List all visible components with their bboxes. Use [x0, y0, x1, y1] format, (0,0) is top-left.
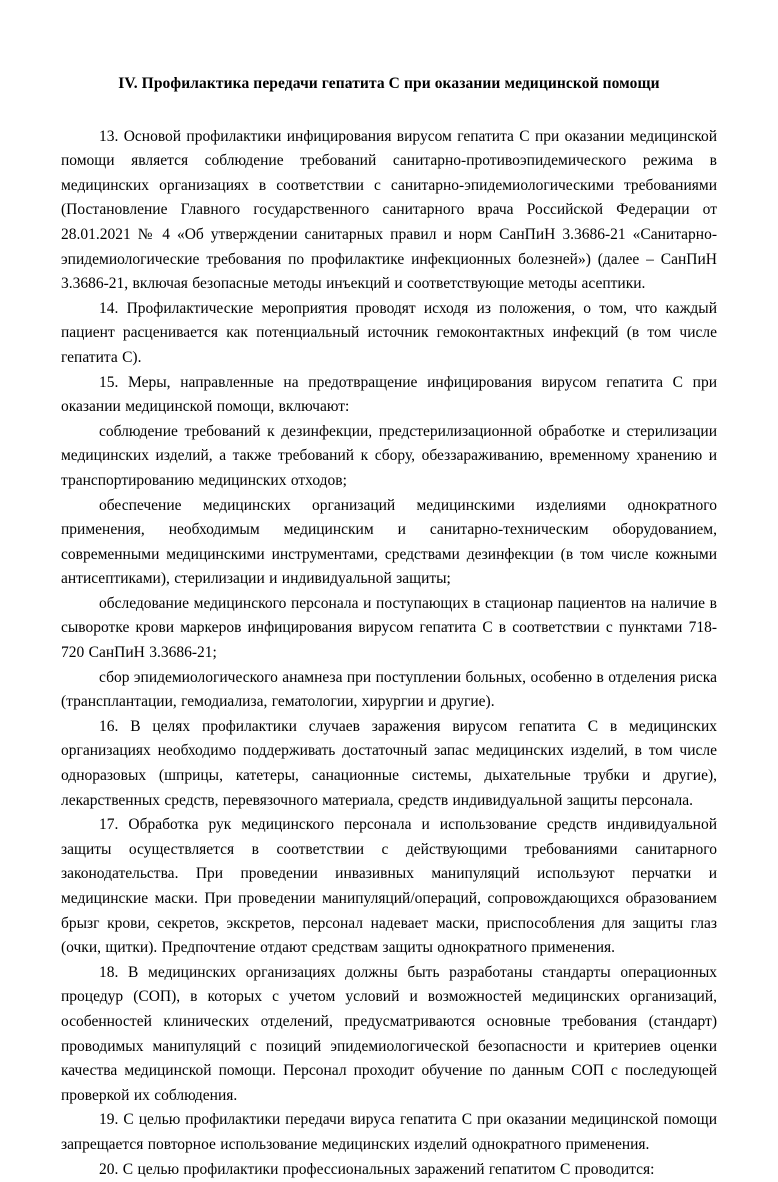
- paragraph-15-item-supply: обеспечение медицинских организаций медицинскими изделиями однократного применения, необходимым медицинским и санитарно-техническим оборудованием, современными медицинскими инструментами, средствами дезинфекции (в том числе кожными антисептиками), стерилизации и индивидуальной защиты;: [61, 496, 717, 588]
- paragraph-13: 13. Основой профилактики инфицирования вирусом гепатита С при оказании медицинской помощи является соблюдение требований санитарно-противоэпидемического режима в медицинских организациях в соответствии с санитарно-эпидемиологическими требованиями (Постановление Главного государственного санитарного врача Российской Федерации от 28.01.2021 № 4 «Об утверждении санитарных правил и норм СанПиН 3.3686-21 «Санитарно-эпидемиологические требования по профилактике инфекционных болезней») (далее – СанПиН 3.3686-21, включая безопасные методы инъекций и соответствующие методы асептики.: [61, 127, 717, 293]
- document-title: IV. Профилактика передачи гепатита С при оказании медицинской помощи: [118, 75, 660, 92]
- paragraph-17: 17. Обработка рук медицинского персонала и использование средств индивидуальной защиты осуществляется в соответствии с действующими требованиями санитарного законодательства. При проведении инвазивных манипуляций используют перчатки и медицинские маски. При проведении манипуляций/операций, сопровождающихся образованием брызг крови, секретов, экскретов, персонал надевает маски, приспособления для защиты глаз (очки, щитки). Предпочтение отдают средствам защиты однократного применения.: [61, 816, 717, 957]
- paragraph-14: 14. Профилактические мероприятия проводят исходя из положения, о том, что каждый пациент расценивается как потенциальный источник гемоконтактных инфекций (в том числе гепатита С).: [61, 299, 717, 366]
- paragraph-15-item-disinfection: соблюдение требований к дезинфекции, предстерилизационной обработке и стерилизации медицинских изделий, а также требований к сбору, обеззараживанию, временному хранению и транспортированию медицинских отходов;: [61, 422, 717, 489]
- paragraph-19: 19. С целью профилактики передачи вируса гепатита С при оказании медицинской помощи запрещается повторное использование медицинских изделий однократного применения.: [61, 1111, 717, 1153]
- paragraph-16: 16. В целях профилактики случаев заражения вирусом гепатита С в медицинских организациях необходимо поддерживать достаточный запас медицинских изделий, в том числе одноразовых (шприцы, катетеры, санационные системы, дыхательные трубки и другие), лекарственных средств, перевязочного материала, средств индивидуальной защиты персонала.: [61, 717, 717, 809]
- paragraph-15-item-screening: обследование медицинского персонала и поступающих в стационар пациентов на наличие в сыворотке крови маркеров инфицирования вирусом гепатита С в соответствии с пунктами 718-720 СанПиН 3.3686-21;: [61, 594, 717, 662]
- paragraph-18: 18. В медицинских организациях должны быть разработаны стандарты операционных процедур (СОП), в которых с учетом условий и возможностей медицинских организаций, особенностей клинических отделений, предусматриваются основные требования (стандарт) проводимых манипуляций с позиций эпидемиологической безопасности и критериев оценки качества медицинской помощи. Персонал проходит обучение по данным СОП с последующей проверкой их соблюдения.: [61, 963, 717, 1104]
- paragraph-20: 20. С целью профилактики профессиональных заражений гепатитом С проводится:: [99, 1160, 655, 1178]
- paragraph-15: 15. Меры, направленные на предотвращение инфицирования вирусом гепатита С при оказании медицинской помощи, включают:: [61, 373, 717, 416]
- paragraph-15-item-anamnesis: сбор эпидемиологического анамнеза при поступлении больных, особенно в отделения риска (трансплантации, гемодиализа, гематологии, хирургии и другие).: [61, 668, 717, 711]
